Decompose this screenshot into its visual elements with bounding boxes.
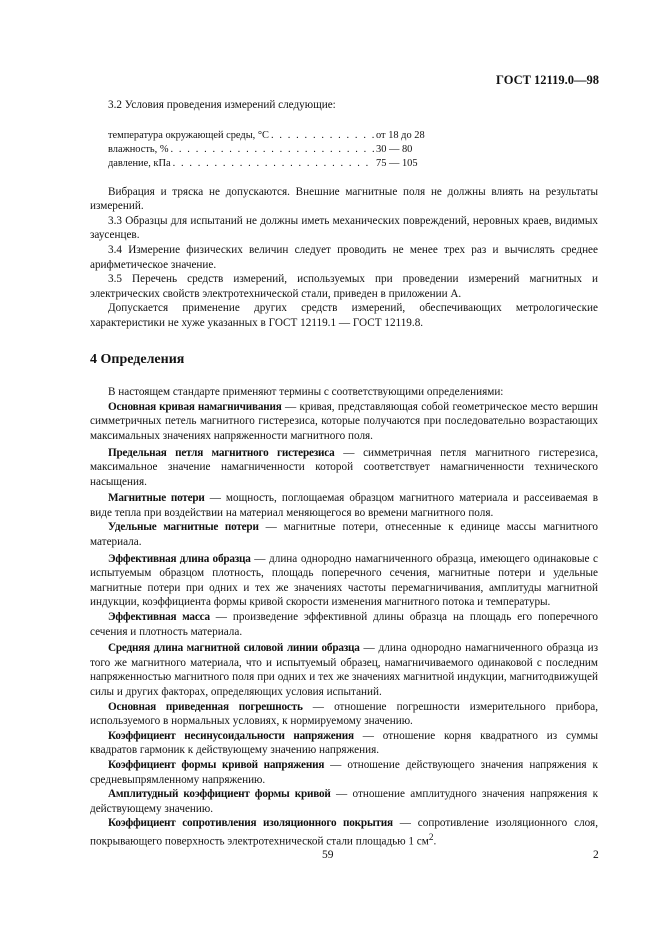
standard-number: ГОСТ 12119.0—98 bbox=[496, 73, 599, 87]
definition-item bbox=[90, 446, 598, 490]
term-name: Эффективная масса bbox=[108, 611, 210, 624]
page-content bbox=[90, 98, 598, 849]
clause-3-5: 3.5 Перечень средств измерений, используемых при проведении измерений магнитных и электрических свойств электротехнической стали, приведен в приложении А. bbox=[90, 273, 598, 300]
term-definition: — симметричная петля магнитного гистерезиса, максимальное значение намагниченности которой соответствует намагниченности технического насыщения. bbox=[90, 446, 598, 488]
section-4-intro: В настоящем стандарте применяют термины с соответствующими определениями: bbox=[108, 386, 504, 399]
term-name: Основная кривая намагничивания bbox=[108, 400, 282, 413]
term-ending: . bbox=[433, 835, 437, 848]
condition-row bbox=[108, 129, 434, 143]
term-name: Основная приведенная погрешность bbox=[108, 700, 303, 713]
term-definition: — длина однородно намагниченного образца из того же магнитного материала, что и испытуемый образец, намагничиваемого одинаковой с последним напряженностью магнитного поля при одних и тех же значениях магнитной индукции, магнитодвижущей силы и других факторах, определяющих условия испытаний. bbox=[90, 642, 598, 698]
term-definition: — отношение действующего значения напряжения к средневыпрямленному напряжению. bbox=[90, 758, 598, 786]
term-name: Коэффициент несинусоидальности напряжения bbox=[108, 729, 354, 742]
clause-3-5-note: Допускается применение других средств измерений, обеспечивающих метрологические характеристики не хуже указанных в ГОСТ 12119.1 — ГОСТ 12119.8. bbox=[90, 302, 598, 329]
definition-item bbox=[90, 641, 598, 699]
page-number: 59 bbox=[322, 849, 334, 861]
definition-item bbox=[90, 816, 598, 849]
leader-dots bbox=[173, 157, 374, 171]
term-name: Эффективная длина образца bbox=[108, 552, 251, 565]
definition-item bbox=[90, 729, 598, 758]
definition-item bbox=[90, 400, 598, 444]
term-definition: — кривая, представляющая собой геометрическое место вершин симметричных петель магнитного гистерезиса, которые получаются при последовательно возрастающих максимальных значениях напряженности магнитного поля. bbox=[90, 400, 598, 442]
term-name: Средняя длина магнитной силовой линии образца bbox=[108, 642, 360, 655]
definition-item bbox=[90, 491, 598, 520]
term-definition: — магнитные потери, отнесенные к единице массы магнитного материала. bbox=[90, 521, 599, 549]
term-name: Магнитные потери bbox=[108, 492, 205, 505]
leader-dots bbox=[171, 143, 374, 157]
clause-3-3: 3.3 Образцы для испытаний не должны иметь механических повреждений, неровных краев, видимых заусенцев. bbox=[90, 214, 598, 242]
clause-3-2-note: Вибрация и тряска не допускаются. Внешние магнитные поля не должны влиять на результаты измерений. bbox=[90, 185, 598, 213]
term-definition: — отношение амплитудного значения напряжения к действующему значению. bbox=[90, 788, 598, 815]
definition-item bbox=[90, 552, 598, 610]
measurement-conditions bbox=[108, 129, 434, 171]
term-name: Коэффициент формы кривой напряжения bbox=[108, 758, 325, 771]
condition-label: влажность, % bbox=[108, 143, 169, 155]
term-definition: — отношение корня квадратного из суммы квадратов гармоник к действующему значению напряжения. bbox=[90, 729, 598, 757]
condition-value: 30 — 80 bbox=[376, 143, 413, 155]
definition-item bbox=[90, 520, 598, 549]
condition-row bbox=[108, 143, 434, 157]
term-definition: — отношение погрешности измерительного прибора, используемого в нормальных условиях, к нормируемому значению. bbox=[90, 700, 598, 728]
condition-value: от 18 до 28 bbox=[376, 129, 425, 141]
term-definition: — сопротивление изоляционного слоя, покрывающего поверхность электротехнической стали площадью 1 см bbox=[90, 817, 598, 848]
condition-label: давление, кПа bbox=[108, 157, 171, 169]
superscript-exponent: 2 bbox=[428, 832, 434, 843]
condition-label: температура окружающей среды, °С bbox=[108, 129, 269, 141]
definition-item bbox=[90, 758, 598, 787]
clause-3-2-intro: 3.2 Условия проведения измерений следующие: bbox=[108, 99, 336, 111]
clause-3-4: 3.4 Измерение физических величин следует проводить не менее трех раз и вычислять среднее арифметическое значение. bbox=[90, 243, 598, 271]
term-name: Коэффициент сопротивления изоляционного покрытия bbox=[108, 817, 393, 830]
term-definition: — мощность, поглощаемая образцом магнитного материала и рассеиваемая в виде тепла при воздействии на материал меняющегося во времени магнитного поля. bbox=[90, 492, 598, 519]
condition-row bbox=[108, 157, 434, 171]
definition-item bbox=[90, 787, 598, 816]
section-4-title: 4 Определения bbox=[90, 351, 185, 367]
term-name: Предельная петля магнитного гистерезиса bbox=[108, 446, 335, 459]
sheet-number: 2 bbox=[593, 849, 599, 861]
term-name: Удельные магнитные потери bbox=[108, 521, 259, 534]
definition-item bbox=[90, 610, 598, 639]
term-definition: — произведение эффективной длины образца на площадь его поперечного сечения и плотность материала. bbox=[90, 611, 598, 638]
condition-value: 75 — 105 bbox=[376, 157, 418, 169]
term-definition: — длина однородно намагниченного образца, имеющего одинаковые с испытуемым образцом плотность, площадь поперечного сечения, магнитные потери и удельные магнитные потери при одних и тех же значениях частоты перемагничивания, амплитуды магнитной индукции, коэффициента формы кривой скорости изменения магнитного потока и температуры. bbox=[90, 552, 598, 609]
definition-item bbox=[90, 700, 598, 729]
term-name: Амплитудный коэффициент формы кривой bbox=[108, 788, 331, 801]
leader-dots bbox=[271, 129, 374, 143]
